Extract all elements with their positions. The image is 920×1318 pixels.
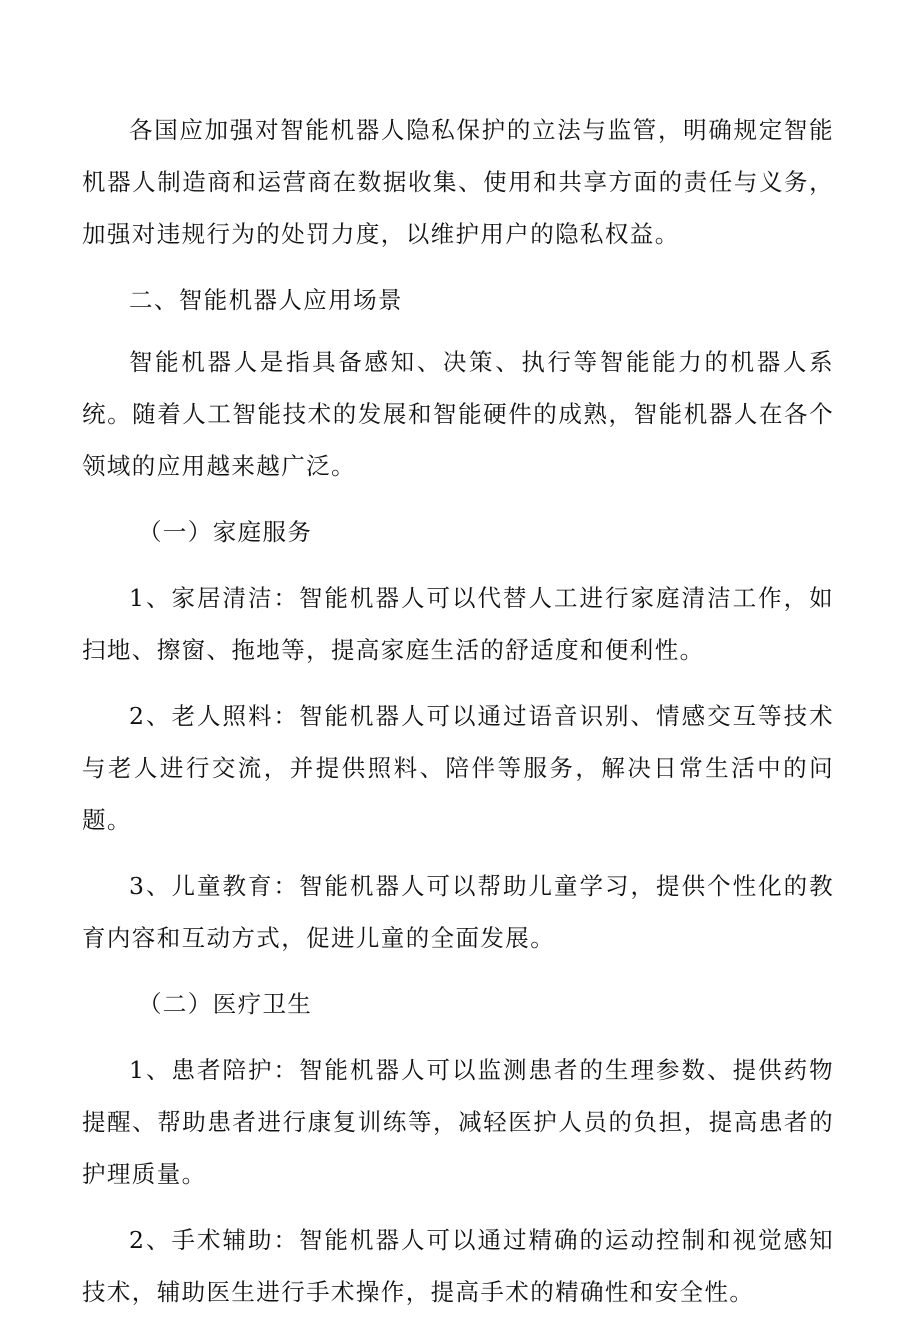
- list-item-elderly-care: 2、老人照料：智能机器人可以通过语音识别、情感交互等技术与老人进行交流，并提供照料、陪伴等服务，解决日常生活中的问题。: [82, 702, 834, 834]
- section-heading-application-scenarios: 二、智能机器人应用场景: [129, 286, 403, 314]
- list-item-home-cleaning: 1、家居清洁：智能机器人可以代替人工进行家庭清洁工作，如扫地、擦窗、拖地等，提高家庭生活的舒适度和便利性。: [82, 584, 834, 664]
- list-item-child-education: 3、儿童教育：智能机器人可以帮助儿童学习，提供个性化的教育内容和互动方式，促进儿童的全面发展。: [82, 872, 834, 952]
- paragraph-privacy-regulation: 各国应加强对智能机器人隐私保护的立法与监管，明确规定智能机器人制造商和运营商在数据收集、使用和共享方面的责任与义务，加强对违规行为的处罚力度，以维护用户的隐私权益。: [82, 116, 834, 248]
- subsection-heading-healthcare: （二）医疗卫生: [138, 990, 313, 1018]
- subsection-heading-home-service: （一）家庭服务: [138, 518, 313, 546]
- paragraph-robot-definition: 智能机器人是指具备感知、决策、执行等智能能力的机器人系统。随着人工智能技术的发展和智能硬件的成熟，智能机器人在各个领域的应用越来越广泛。: [82, 348, 834, 480]
- list-item-surgery-assist: 2、手术辅助：智能机器人可以通过精确的运动控制和视觉感知技术，辅助医生进行手术操作，提高手术的精确性和安全性。: [82, 1226, 834, 1306]
- document-page: [82, 104, 834, 1318]
- list-item-patient-care: 1、患者陪护：智能机器人可以监测患者的生理参数、提供药物提醒、帮助患者进行康复训练等，减轻医护人员的负担，提高患者的护理质量。: [82, 1056, 834, 1188]
